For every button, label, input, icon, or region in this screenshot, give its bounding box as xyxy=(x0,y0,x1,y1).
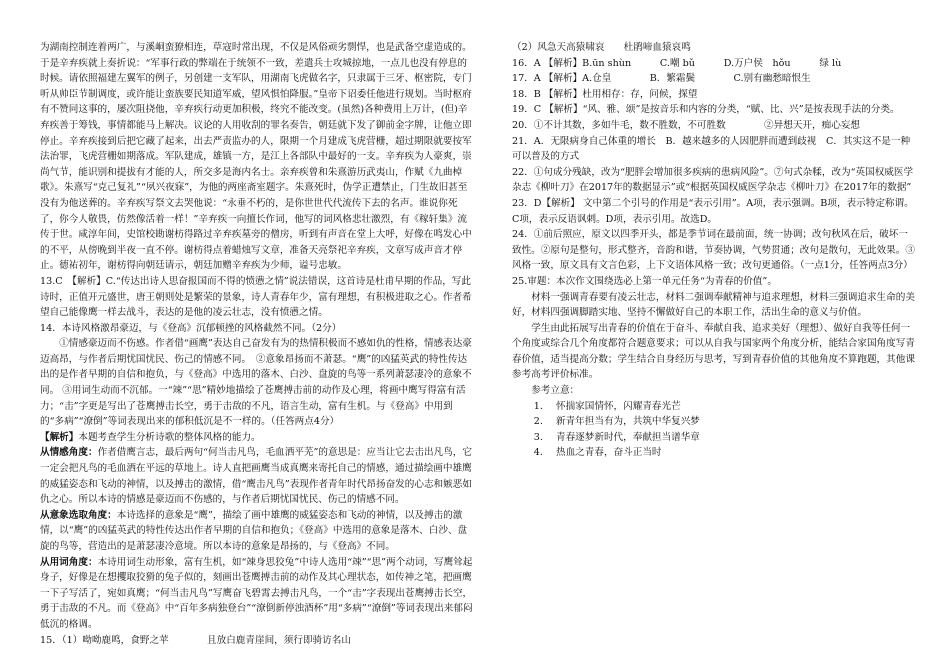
emotion-angle-label: 从情感角度： xyxy=(40,447,98,459)
wording-angle xyxy=(40,555,476,633)
answer-22: 22．①句成分残缺，改为“肥胖会增加很多疾病的患病风险”。⑦句式杂糅，改为“英国权威医学杂志《柳叶刀》在2017年的数据显示”或“根据英国权威医学杂志《柳叶刀》在2017年的数据” xyxy=(512,166,914,194)
left-column xyxy=(40,40,476,648)
answer-14-analysis xyxy=(40,430,476,446)
imagery-angle-text: 本诗选择的意象是“鹰”，描绘了画中雄鹰的威猛姿态和飞动的神情，以及搏击的激情，以“鹰”的凶猛英武的特性传达出作者早期的自信和抱负；《登高》中选用的意象是落木、白沙、盘旋的鸟等，营造出的是萧瑟凄冷意境。所以本诗的意象是昂扬的，与《登高》不同。 xyxy=(40,509,468,552)
answer-17: 17．A 【解析】A.仓皇 B．繁霜鬓 C.别有幽愁暗恨生 xyxy=(512,73,811,85)
answer-14: 14．本诗风格激昂豪迈，与《登高》沉郁顿挫的风格截然不同。（2分） xyxy=(40,322,342,334)
imagery-angle-label: 从意象选取角度： xyxy=(40,509,117,521)
list-item: 4. 热血之青春，奋斗正当时 xyxy=(546,445,917,461)
list-item: 1. 怀揣家国情怀，闪耀青春光芒 xyxy=(546,399,917,415)
translation-paragraph: 为湖南控制连着两广，与溪峒蛮獠相连，草寇时常出现，不仅是风俗顽劣剽悍，也是武备空虚造成的。于是辛弃疾就上奏折说：“军事行政的弊端在于统领不一致，差遣兵士攻城掠地，一点儿也没有停息的时候。请依照福建左翼军的例子，另创建一支军队，用湖南飞虎做名字，只隶属于三牙、枢密院，专门听从帅臣节制调度，或许能让蛮族要民知道军威，望风惧怕降服。”皇帝下诏委任他进行规划。当时枢府有不赞同这事的，屡次阻挠他，辛弃疾行动更加积极，终究不能改变。(虽然)各种费用上万计，(但)辛弃疾善于筹钱，事情都能马上解决。议论的人用收刮的罪名奏告，朝廷就下发了御前金字牌，让他立即停止。辛弃疾接到后把它藏了起来，出去严责监办的人，限期一个月建成飞虎营栅，超过期限就要按军法治罪，飞虎营栅如期落成。军队建成，雄镇一方，是江上各部队中最好的一支。辛弃疾为人豪爽，崇尚气节，能识别和提拔有才能的人，所交多是海内名士。亲弃疾曾和朱熹游历武夷山，作赋《九曲棹歌》。朱熹写“克己复礼”“夙兴夜寐”，为他的两座斋室题字。朱熹死时，伪学正遭禁止，门生故旧甚至没有为他送葬的。辛弃疾写祭文去哭他说：“永垂不朽的，是你世世代代流传下去的名声。谁说你死了，你今人敬畏，仿然像活着一样！”辛弃疾一向擅长作词，他写的词风格悲壮激烈，有《稼轩集》流传于世。咸淳年间，史馆校勘谢枋得路过辛弃疾墓旁的僧房，听到有声音在堂上大呼，好像在鸣发心中的不平，从傍晚到半夜一直不停。谢枋得点着蜡烛写文章，准备天亮祭祀辛弃疾，文章写成声音才停止。德祐初年，谢枋得向朝廷请示，朝廷加赠辛弃疾为少师，谥号忠敏。 xyxy=(40,42,472,272)
emotion-angle-text: 作者借鹰言志，最后两句“何当击凡鸟，毛血洒平芜”的意思是：应当让它去击出凡鸟，它一定会把凡鸟的毛血洒在平远的草地上。诗人直把画鹰当成真鹰来寄托自己的情感，通过描绘画中雄鹰的威猛姿态和飞动的神情，以及搏击的激情，借“鹰击凡鸟”表现作者青年时代昂扬奋发的心志和嫉恶如仇之心。所以本诗的情感是豪迈而不伤感的，与作者后期忧国忧民、伤己的情感不同。 xyxy=(40,447,472,506)
answer-25-topic: 25.审题：本次作文围绕选必上第一单元任务“为青春的价值”。 xyxy=(512,275,777,287)
right-column xyxy=(512,40,917,461)
list-item: 3. 青春逐梦新时代，奉献担当谱华章 xyxy=(546,430,917,446)
answer-25-guidance: 学生由此拓展写出青春的价值在于奋斗、奉献自我、追求美好（理想）、做好自我等任何一个角度或综合几个角度都符合题意要求；可以从自我与国家两个角度分析，能结合家国角度写青春价值，适当提高分数；学生结合自身经历与思考，写到青春价值的其他角度不算跑题，其他课参考高考评价标准。 xyxy=(512,322,915,381)
answer-15-part2: （2）风急天高猿啸哀 杜鹃啼血猿哀鸣 xyxy=(512,42,691,53)
list-item: 2. 新青年担当有为，共筑中华复兴梦 xyxy=(546,414,917,430)
emotion-angle xyxy=(40,445,476,507)
reference-ideas-label: 参考立意： xyxy=(531,385,580,397)
answer-21: 21．A．无限病身自己体重的增长 B．越来越多的人因肥胖而遭到歧视 C．其实这不是一种可以普及的方式 xyxy=(512,135,911,163)
reference-ideas-list xyxy=(512,399,917,461)
answer-14-points: ①情感豪迈而不伤感。作者借“画鹰”表达自己奋发有为的热情积极而不感如仇的性格，情感表达豪迈高昂，与作者后期忧国忧民、伤己的情感不同。 ②意象昂扬而不萧瑟。“鹰”的凶猛英武的特性传达出的是作者早期的自信和抱负，与《登高》中选用的落木、白沙、盘旋的鸟等一系列萧瑟凄冷的意象不同。 ③用词生动而不沉郁。一“竦”“思”精妙地描绘了苍鹰搏击前的动作及心理，将画中鹰写得富有活力；“击”字更是写出了苍鹰搏击长空，勇于击敌的不凡，语言生动，富有生机。与《登高》中用到的“多病”“潦倒”等词表现出来的郁积低沉是不一样的。（任答两点4分） xyxy=(40,338,472,428)
answer-20: 20．①不计其数，多如牛毛，数不胜数，不可胜数 ②异想天开，痴心妄想 xyxy=(512,119,860,131)
answer-15: 15．（1）呦呦鹿鸣，食野之苹 且放白鹿青崖间，须行即骑访名山 xyxy=(40,634,351,646)
answer-13: 13.C 【解析】C.“传达出诗人思奋报国而不得的愤懑之情”说法错误，这首诗是杜甫早期的作品，写此诗时，正值开元盛世，唐王朝则处是繁荣的景象，诗人青春年少，富有理想，有积极进取之心。作者希望自己能像鹰一样去战斗，表达的是他的凌云壮志，没有愤懑之情。 xyxy=(40,275,472,319)
analysis-text: 本题考查学生分析诗歌的整体风格的能力。 xyxy=(78,431,261,443)
answer-24: 24．①前后照应，原文以四季开头，都是季节词在最前面，统一协调；改句秋风在后，破坏一致性。②原句是整句，形式整齐，音韵和谐，节奏协调，气势贯通；改句是散句，无此效果。③风格一致，原文具有文言色彩，上下文语体风格一致；改句更通俗。（一点1分，任答两点3分） xyxy=(512,229,915,272)
answer-16: 16．A 【解析】B.ūn shùn C.嘲 bǔ D.万户侯 hǒu 绿 lù xyxy=(512,57,842,69)
wording-angle-text: 本诗用词生动形象，富有生机，如“竦身思狡兔”中诗人选用“竦”“思”两个动词，写鹰耸起身子，好像是在想攫取狡猾的兔子似的，刻画出苍鹰搏击前的动作及其心理状态，如传神之笔，把画鹰一下子写活了，宛如真鹰；“何当击凡鸟”写鹰奋飞碧霄去搏击凡鸟，一个“击”字表现出苍鹰搏击长空，勇于击敌的不凡。而《登高》中“百年多病独登台”“潦倒新停浊酒杯”用“多病”“潦倒”等词表现出来郁闷低沉的格调。 xyxy=(40,556,473,630)
answer-25-materials: 材料一强调青春要有凌云壮志，材料二强调奉献精神与追求理想，材料三强调追求生命的美好，材料四强调脚踏实地、坚持不懈做好自己的本职工作，活出生命的意义与价值。 xyxy=(512,291,915,319)
answer-18: 18．B 【解析】杜用相存：存，问候，探望 xyxy=(512,88,698,100)
answer-19: 19．C 【解析】“风、雅、颂”是按音乐和内容的分类，“赋、比、兴”是按表现手法的分类。 xyxy=(512,104,900,116)
wording-angle-label: 从用词角度： xyxy=(40,556,98,568)
analysis-label: 【解析】 xyxy=(40,431,79,443)
answer-23: 23．D【解析】 文中第二个引号的作用是“表示引用”。A项，表示强调。B项，表示特定称谓。C项，表示反语讽刺。D项，表示引用。故选D。 xyxy=(512,197,914,225)
imagery-angle xyxy=(40,508,476,555)
